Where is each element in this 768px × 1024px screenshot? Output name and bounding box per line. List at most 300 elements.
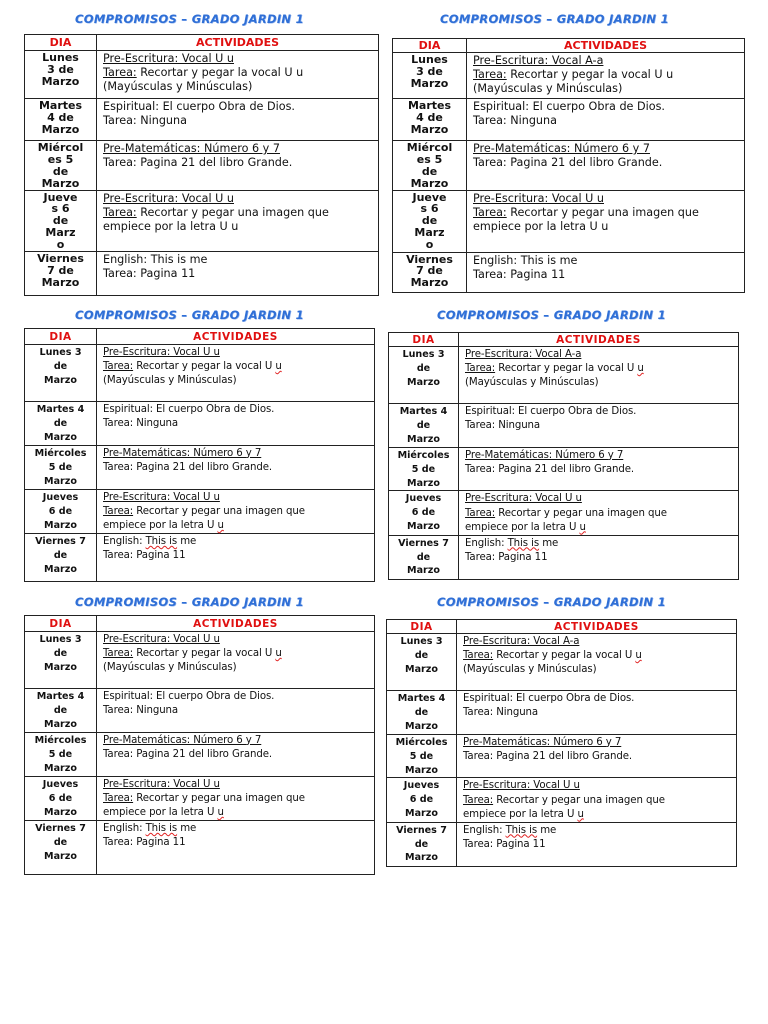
- day-cell: [25, 533, 97, 581]
- activity-text: empiece por la letra U: [103, 806, 218, 818]
- activity-cell: [97, 445, 375, 489]
- header-dia: DIA: [25, 329, 97, 345]
- activity-text: Recortar y pegar una imagen que: [493, 794, 665, 806]
- activity-text: Tarea: Pagina 21 del libro Grande.: [465, 463, 635, 475]
- activity-line: [103, 836, 374, 850]
- day-label: Lunes 3: [39, 634, 82, 645]
- day-label: Martes: [38, 99, 83, 112]
- activity-cell: [467, 190, 745, 252]
- activity-line: [103, 519, 374, 533]
- day-label: 3 de: [416, 64, 443, 78]
- day-label: Marzo: [44, 563, 77, 575]
- activity-text: This is: [145, 822, 178, 834]
- activity-line: [473, 156, 744, 170]
- day-label: de: [53, 360, 68, 372]
- activity-line: [103, 66, 378, 80]
- activity-line: [103, 778, 374, 792]
- activity-text: u: [217, 806, 224, 818]
- activity-text: u: [635, 650, 642, 662]
- activity-line: [465, 492, 738, 506]
- activity-text: Recortar y pegar la vocal U: [133, 648, 276, 660]
- activity-cell: [97, 489, 375, 533]
- activity-text: This is: [507, 537, 540, 549]
- activity-line: [463, 808, 736, 822]
- day-label: Marz: [45, 226, 76, 240]
- header-dia: DIA: [25, 35, 97, 51]
- activity-line: [103, 267, 378, 281]
- activity-text: me: [177, 535, 197, 547]
- activity-text: me: [537, 824, 557, 836]
- activity-line: [103, 114, 378, 128]
- day-cell: [387, 634, 457, 691]
- day-label: Viernes 7: [398, 537, 449, 549]
- activity-cell: [467, 99, 745, 141]
- activity-line: [463, 779, 736, 793]
- activity-line: [463, 824, 736, 838]
- activity-line: [465, 463, 738, 477]
- day-cell: [25, 445, 97, 489]
- day-cell: [387, 822, 457, 866]
- day-cell: [25, 820, 97, 874]
- activity-line: [103, 661, 374, 675]
- activity-line: [463, 635, 736, 649]
- day-label: Viernes 7: [35, 535, 86, 547]
- table-row: [25, 445, 375, 489]
- day-label: Marzo: [407, 565, 440, 577]
- activity-line: [465, 551, 738, 565]
- activity-line: [465, 507, 738, 521]
- day-label: Marzo: [44, 519, 77, 531]
- activity-text: Espiritual: El cuerpo Obra de Dios.: [465, 406, 637, 417]
- activity-text: (Mayúsculas y Minúsculas): [103, 80, 253, 93]
- day-label: s 6: [51, 202, 70, 216]
- activity-line: [473, 68, 744, 82]
- day-label: Martes 4: [397, 693, 446, 704]
- activity-text: Tarea: Pagina 21 del libro Grande.: [103, 461, 273, 473]
- day-label: Marzo: [44, 806, 77, 818]
- day-label: Martes: [407, 99, 452, 112]
- activity-text: empiece por la letra U: [463, 808, 578, 820]
- day-label: de: [53, 647, 68, 659]
- day-label: Marzo: [44, 850, 77, 862]
- card-title: COMPROMISOS – GRADO JARDIN 1: [75, 595, 304, 609]
- table-row: [393, 53, 745, 99]
- activity-line: [463, 706, 736, 720]
- table-row: [25, 689, 375, 733]
- activity-line: [103, 447, 374, 461]
- schedule-table: [388, 332, 739, 580]
- day-label: Lunes 3: [402, 349, 445, 360]
- day-cell: [389, 404, 459, 448]
- activity-text: Tarea: Pagina 21 del libro Grande.: [103, 748, 273, 760]
- activity-line: [103, 374, 374, 388]
- activity-cell: [467, 53, 745, 99]
- activity-text: Recortar y pegar la vocal U: [495, 363, 638, 375]
- day-label: Viernes: [37, 251, 84, 265]
- activity-text: Recortar y pegar la vocal U: [493, 650, 636, 662]
- activity-line: [103, 704, 374, 718]
- day-cell: [393, 141, 467, 191]
- day-label: Miércoles: [395, 736, 448, 748]
- activity-line: [473, 220, 744, 234]
- activity-line: [473, 192, 744, 206]
- table-row: [387, 634, 737, 691]
- activity-text: empiece por la letra U u: [473, 219, 609, 233]
- day-label: de: [421, 164, 438, 178]
- activity-text: Pre-Matemáticas: Número 6 y 7: [473, 142, 650, 155]
- activity-text: Recortar y pegar una imagen que: [136, 205, 329, 219]
- activity-line: [473, 54, 744, 68]
- day-label: 3 de: [47, 62, 74, 76]
- activity-text: u: [217, 519, 224, 531]
- activity-line: [103, 806, 374, 820]
- activity-line: [473, 142, 744, 156]
- activity-cell: [97, 689, 375, 733]
- activity-text: English:: [103, 535, 146, 547]
- activity-text: u: [579, 521, 586, 533]
- activity-line: [103, 100, 378, 114]
- activity-text: Tarea:: [465, 363, 496, 375]
- activity-text: Tarea: Pagina 11: [473, 267, 566, 281]
- day-label: de: [416, 551, 431, 563]
- day-label: s 6: [420, 202, 439, 216]
- day-label: Jueves: [42, 778, 79, 790]
- activity-cell: [467, 252, 745, 292]
- day-cell: [387, 734, 457, 778]
- activity-line: [103, 346, 374, 360]
- activity-text: Tarea:: [463, 650, 494, 662]
- activity-line: [465, 419, 738, 433]
- activity-text: Tarea:: [103, 792, 134, 804]
- activity-text: Recortar y pegar la vocal U: [133, 361, 276, 373]
- activity-text: Pre-Escritura: Vocal U u: [103, 778, 220, 790]
- activity-line: [463, 736, 736, 750]
- day-cell: [25, 99, 97, 141]
- day-label: 6 de: [48, 505, 73, 517]
- activity-line: [463, 692, 736, 706]
- day-label: Marzo: [44, 718, 77, 730]
- activity-line: [103, 549, 374, 563]
- day-label: 5 de: [48, 748, 73, 760]
- table-row: [25, 345, 375, 402]
- card-title: COMPROMISOS – GRADO JARDIN 1: [75, 12, 304, 26]
- activity-text: Tarea: Pagina 11: [463, 838, 546, 850]
- table-row: [387, 822, 737, 866]
- day-label: Marzo: [405, 852, 438, 864]
- activity-text: Tarea:: [465, 507, 496, 519]
- activity-text: u: [637, 363, 644, 375]
- day-label: Marzo: [44, 431, 77, 443]
- activity-cell: [457, 734, 737, 778]
- activity-line: [103, 360, 374, 374]
- day-label: Jueves: [405, 493, 442, 505]
- activity-line: [103, 461, 374, 475]
- day-label: 5 de: [411, 463, 436, 475]
- day-label: Martes 4: [36, 691, 85, 702]
- activity-line: [103, 734, 374, 748]
- day-label: de: [414, 838, 429, 850]
- activity-text: Tarea: Pagina 21 del libro Grande.: [473, 156, 663, 169]
- day-label: de: [52, 164, 69, 178]
- activity-text: Recortar y pegar una imagen que: [506, 205, 699, 219]
- header-row: [387, 620, 737, 634]
- day-label: de: [414, 706, 429, 718]
- day-label: Lunes: [411, 53, 448, 66]
- activity-text: Tarea:: [473, 205, 507, 219]
- day-label: 4 de: [416, 110, 443, 124]
- activity-cell: [97, 632, 375, 689]
- card-title: COMPROMISOS – GRADO JARDIN 1: [75, 308, 304, 322]
- activity-text: Pre-Matemáticas: Número 6 y 7: [103, 142, 280, 155]
- day-label: de: [416, 362, 431, 374]
- activity-text: Tarea: Pagina 21 del libro Grande.: [103, 156, 293, 169]
- activity-text: Pre-Escritura: Vocal A-a: [473, 54, 604, 67]
- activity-text: (Mayúsculas y Minúsculas): [103, 375, 237, 387]
- day-label: Marzo: [410, 276, 449, 290]
- day-label: de: [52, 214, 69, 228]
- day-label: Marzo: [44, 374, 77, 386]
- header-dia: DIA: [387, 620, 457, 634]
- activity-text: Pre-Matemáticas: Número 6 y 7: [463, 736, 622, 748]
- activity-cell: [97, 251, 379, 295]
- table-row: [393, 190, 745, 252]
- header-row: [389, 333, 739, 347]
- activity-text: Pre-Escritura: Vocal U u: [465, 493, 582, 505]
- header-actividades: ACTIVIDADES: [459, 333, 739, 347]
- header-actividades: ACTIVIDADES: [97, 616, 375, 632]
- day-label: Lunes 3: [39, 347, 82, 358]
- day-label: Miércol: [37, 141, 84, 154]
- activity-text: Tarea:: [103, 648, 134, 660]
- day-label: 7 de: [47, 263, 74, 277]
- activity-text: Pre-Escritura: Vocal U u: [103, 634, 220, 645]
- activity-text: This is: [505, 824, 538, 836]
- table-row: [393, 99, 745, 141]
- header-dia: DIA: [25, 616, 97, 632]
- activity-cell: [459, 447, 739, 491]
- activity-text: Pre-Escritura: Vocal U u: [103, 347, 220, 358]
- day-label: Marzo: [41, 74, 80, 88]
- activity-text: Pre-Escritura: Vocal U u: [103, 191, 234, 205]
- activity-cell: [457, 822, 737, 866]
- table-row: [25, 141, 379, 191]
- day-label: de: [421, 214, 438, 228]
- activity-text: Pre-Escritura: Vocal U u: [103, 52, 234, 65]
- activity-text: Tarea: Ninguna: [103, 114, 187, 127]
- activity-text: Recortar y pegar la vocal U u: [506, 68, 674, 81]
- activity-cell: [467, 141, 745, 191]
- activity-text: Espiritual: El cuerpo Obra de Dios.: [103, 404, 275, 415]
- day-label: Miércoles: [397, 449, 450, 461]
- table-row: [25, 251, 379, 295]
- day-label: Jueve: [412, 190, 447, 204]
- activity-line: [103, 505, 374, 519]
- activity-line: [473, 206, 744, 220]
- day-label: Marzo: [41, 275, 80, 289]
- activity-text: me: [539, 537, 559, 549]
- activity-text: Pre-Escritura: Vocal U u: [103, 491, 220, 503]
- activity-text: Tarea: Ninguna: [103, 705, 179, 717]
- day-label: Marzo: [44, 475, 77, 487]
- activity-text: (Mayúsculas y Minúsculas): [463, 664, 597, 676]
- table-row: [393, 252, 745, 292]
- activity-line: [465, 537, 738, 551]
- table-row: [25, 190, 379, 251]
- header-dia: DIA: [389, 333, 459, 347]
- header-actividades: ACTIVIDADES: [97, 35, 379, 51]
- day-cell: [25, 190, 97, 251]
- activity-line: [463, 663, 736, 677]
- activity-cell: [97, 99, 379, 141]
- activity-text: Tarea: Ninguna: [103, 418, 179, 430]
- header-actividades: ACTIVIDADES: [457, 620, 737, 634]
- day-label: Marzo: [405, 663, 438, 675]
- activity-line: [473, 254, 744, 268]
- activity-text: Pre-Escritura: Vocal A-a: [463, 636, 580, 647]
- day-label: Lunes: [42, 51, 79, 64]
- day-cell: [393, 53, 467, 99]
- activity-text: English: This is me: [103, 252, 208, 266]
- activity-text: me: [177, 822, 197, 834]
- activity-text: empiece por la letra U: [465, 521, 580, 533]
- activity-cell: [97, 820, 375, 874]
- day-label: 6 de: [411, 507, 436, 519]
- activity-text: u: [275, 361, 282, 373]
- day-label: 6 de: [48, 792, 73, 804]
- activity-text: u: [577, 808, 584, 820]
- activity-cell: [97, 51, 379, 99]
- activity-text: Tarea:: [103, 205, 137, 219]
- day-cell: [25, 251, 97, 295]
- table-row: [25, 51, 379, 99]
- day-label: Marzo: [410, 122, 449, 136]
- activity-cell: [457, 778, 737, 822]
- day-label: Viernes: [406, 252, 453, 266]
- day-label: Martes 4: [36, 404, 85, 415]
- activity-text: empiece por la letra U: [103, 519, 218, 531]
- day-label: 5 de: [409, 750, 434, 762]
- activity-cell: [97, 190, 379, 251]
- activity-text: English:: [463, 824, 506, 836]
- day-label: Marzo: [407, 521, 440, 533]
- activity-text: Tarea:: [103, 505, 134, 517]
- table-row: [389, 491, 739, 535]
- activity-line: [103, 633, 374, 647]
- activity-text: English:: [103, 822, 146, 834]
- activity-line: [465, 449, 738, 463]
- schedule-table: [24, 615, 375, 875]
- activity-line: [103, 403, 374, 417]
- day-label: Marz: [414, 226, 445, 240]
- activity-line: [465, 405, 738, 419]
- activity-line: [103, 690, 374, 704]
- activity-text: Recortar y pegar una imagen que: [133, 505, 305, 517]
- activity-text: Recortar y pegar una imagen que: [495, 507, 667, 519]
- activity-text: (Mayúsculas y Minúsculas): [465, 377, 599, 389]
- activity-line: [103, 80, 378, 94]
- activity-line: [103, 822, 374, 836]
- day-label: Viernes 7: [396, 824, 447, 836]
- day-label: Miércoles: [34, 734, 87, 746]
- activity-line: [473, 114, 744, 128]
- day-label: de: [53, 704, 68, 716]
- day-label: es 5: [47, 152, 74, 166]
- activity-cell: [97, 402, 375, 446]
- activity-line: [103, 792, 374, 806]
- day-label: 4 de: [47, 110, 74, 124]
- activity-text: Tarea: Pagina 11: [103, 266, 196, 280]
- day-cell: [389, 347, 459, 404]
- activity-line: [103, 748, 374, 762]
- day-label: de: [53, 417, 68, 429]
- activity-text: Tarea:: [103, 66, 137, 79]
- table-row: [389, 447, 739, 491]
- activity-cell: [97, 141, 379, 191]
- activity-text: (Mayúsculas y Minúsculas): [473, 82, 623, 95]
- activity-line: [463, 794, 736, 808]
- table-row: [389, 404, 739, 448]
- activity-line: [473, 82, 744, 96]
- day-cell: [25, 689, 97, 733]
- activity-text: Tarea:: [473, 68, 507, 81]
- table-row: [25, 632, 375, 689]
- activity-text: Espiritual: El cuerpo Obra de Dios.: [103, 100, 295, 113]
- activity-cell: [459, 347, 739, 404]
- day-label: Marzo: [407, 376, 440, 388]
- day-cell: [25, 732, 97, 776]
- schedule-table: [24, 34, 379, 296]
- day-label: Marzo: [410, 76, 449, 90]
- day-cell: [387, 778, 457, 822]
- card-title: COMPROMISOS – GRADO JARDIN 1: [440, 12, 669, 26]
- day-label: o: [56, 238, 65, 251]
- activity-text: Pre-Matemáticas: Número 6 y 7: [103, 734, 262, 746]
- activity-line: [463, 750, 736, 764]
- header-actividades: ACTIVIDADES: [467, 39, 745, 53]
- header-row: [25, 616, 375, 632]
- activity-line: [103, 647, 374, 661]
- activity-text: Recortar y pegar una imagen que: [133, 792, 305, 804]
- activity-line: [103, 52, 378, 66]
- activity-text: Recortar y pegar la vocal U u: [136, 66, 304, 79]
- header-row: [25, 329, 375, 345]
- activity-text: Tarea:: [463, 794, 494, 806]
- schedule-table: [24, 328, 375, 582]
- day-label: Marzo: [405, 808, 438, 820]
- activity-line: [465, 521, 738, 535]
- day-label: 7 de: [416, 264, 443, 278]
- day-label: Lunes 3: [400, 636, 443, 647]
- card-title: COMPROMISOS – GRADO JARDIN 1: [437, 595, 666, 609]
- schedule-table: [392, 38, 745, 293]
- day-label: de: [53, 836, 68, 848]
- table-row: [25, 776, 375, 820]
- day-label: Miércoles: [34, 447, 87, 459]
- day-label: Marzo: [41, 122, 80, 136]
- activity-line: [103, 220, 378, 234]
- activity-text: Espiritual: El cuerpo Obra de Dios.: [103, 691, 275, 702]
- day-label: Jueves: [403, 780, 440, 792]
- activity-text: Tarea: Pagina 21 del libro Grande.: [463, 750, 633, 762]
- activity-cell: [459, 535, 739, 579]
- activity-line: [103, 491, 374, 505]
- table-row: [387, 691, 737, 735]
- activity-text: English:: [465, 537, 508, 549]
- table-row: [387, 778, 737, 822]
- card-title: COMPROMISOS – GRADO JARDIN 1: [437, 308, 666, 322]
- activity-line: [465, 362, 738, 376]
- day-cell: [25, 402, 97, 446]
